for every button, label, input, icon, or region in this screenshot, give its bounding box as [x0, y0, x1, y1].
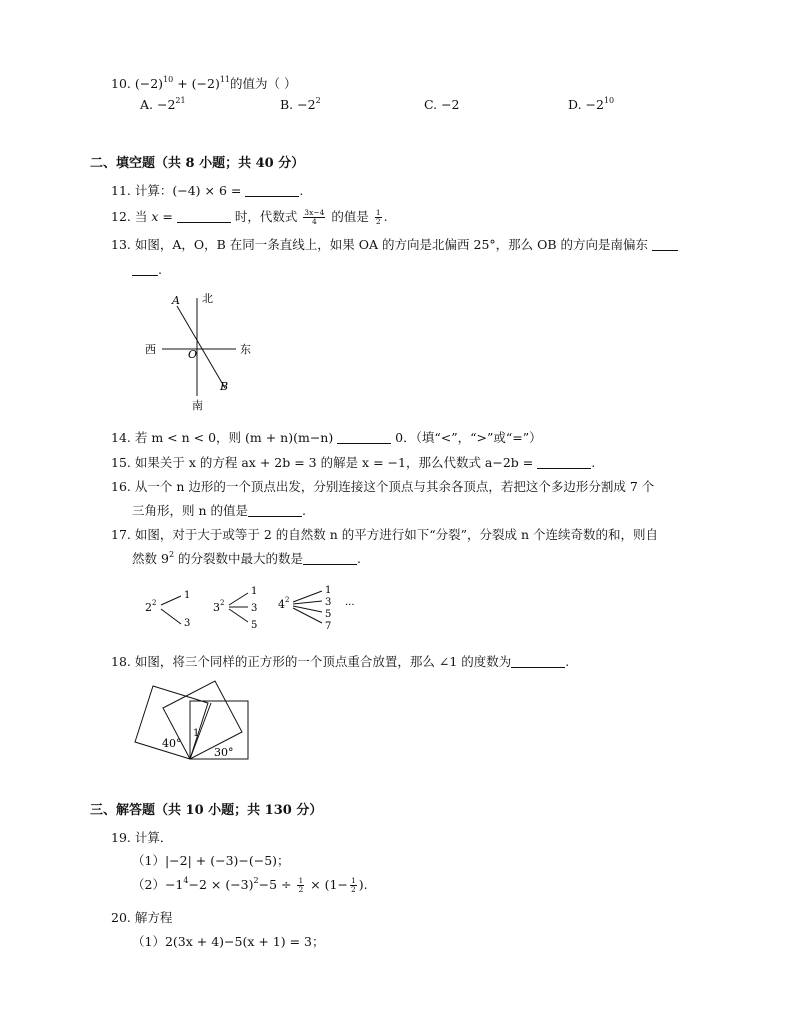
- split-line: [293, 608, 322, 623]
- question-text: 计算．: [134, 830, 173, 845]
- exp: 2: [220, 599, 225, 607]
- question-19-part1: （1）|−2| + (−3)−(−5)；: [132, 853, 290, 868]
- answer-blank[interactable]: [132, 263, 158, 276]
- base: 2: [145, 601, 152, 614]
- question-text: 如图，将三个同样的正方形的一个顶点重合放置，那么 ∠1 的度数为: [134, 654, 512, 669]
- odd-number: 3: [184, 618, 191, 629]
- exp: 2: [285, 596, 290, 604]
- text: 的值是: [327, 209, 373, 224]
- exp: 2: [152, 599, 157, 607]
- question-17-line2: [132, 551, 361, 567]
- label-east: 东: [240, 343, 251, 356]
- split-line: [161, 596, 181, 605]
- question-number: 14.: [111, 430, 131, 445]
- denominator: 2: [350, 885, 356, 894]
- fraction: [350, 877, 357, 894]
- group-3: [213, 586, 257, 631]
- period: .: [591, 455, 596, 470]
- question-13-line2: [132, 262, 162, 278]
- question-20: [111, 910, 172, 926]
- text: （2）−1: [132, 877, 184, 892]
- question-number: 11.: [111, 183, 131, 198]
- period: .: [302, 503, 306, 518]
- period: .: [357, 551, 361, 566]
- exponent: 2: [168, 550, 175, 559]
- question-15: [111, 455, 595, 471]
- question-number: 15.: [111, 455, 131, 470]
- question-16: [111, 479, 654, 495]
- split-line: [293, 591, 322, 602]
- answer-blank[interactable]: [248, 504, 302, 517]
- question-number: 12.: [111, 209, 131, 224]
- question-number: 18.: [111, 654, 131, 669]
- text: 的分裂数中最大的数是: [174, 551, 304, 566]
- text: 当: [134, 209, 152, 224]
- odd-number: 5: [325, 609, 332, 620]
- numerator: 3x−4: [304, 208, 325, 217]
- compass-figure: [140, 288, 260, 413]
- variable: x: [151, 209, 159, 224]
- period: .: [158, 262, 162, 277]
- group-4: [278, 585, 331, 632]
- question-13: [111, 237, 678, 253]
- odd-number: 7: [325, 621, 332, 632]
- denominator: 4: [311, 217, 317, 226]
- expr-a: (−2): [134, 76, 164, 91]
- text: 然数 9: [132, 551, 169, 566]
- odd-number: 3: [251, 603, 258, 614]
- option-label: C.: [424, 97, 442, 112]
- option-label: D.: [568, 97, 586, 112]
- question-text: 三角形，则 n 的值是: [132, 503, 248, 518]
- question-16-line2: [132, 503, 306, 519]
- question-18: [111, 654, 569, 670]
- question-text: 计算：(−4) × 6 =: [134, 183, 246, 198]
- question-number: 20.: [111, 910, 131, 925]
- option-label: B.: [280, 97, 298, 112]
- option-exp: 21: [175, 96, 186, 105]
- split-line: [229, 593, 248, 605]
- section-3-title: 三、解答题（共 10 小题；共 130 分）: [90, 803, 323, 818]
- odd-number: 3: [325, 597, 332, 608]
- question-11: [111, 183, 303, 199]
- question-14: [111, 430, 542, 446]
- text: ×: [306, 877, 325, 892]
- question-text: 若 m < n < 0，则 (m + n)(m−n): [134, 430, 338, 445]
- question-number: 19.: [111, 830, 131, 845]
- question-19: [111, 830, 172, 846]
- option-b: [280, 97, 321, 113]
- question-number: 17.: [111, 527, 131, 542]
- question-number: 10.: [111, 76, 131, 91]
- odd-number: 1: [325, 585, 332, 596]
- angle-1: 1: [193, 728, 200, 739]
- fraction: [303, 209, 325, 226]
- label-south: 南: [192, 399, 203, 412]
- odd-number: 5: [251, 620, 258, 631]
- label-north: 北: [202, 292, 213, 305]
- numerator: 1: [298, 876, 304, 885]
- question-text: 如图，对于大于或等于 2 的自然数 n 的平方进行如下“分裂”，分裂成 n 个连续奇数的和，则自: [134, 527, 659, 542]
- period: .: [299, 183, 304, 198]
- question-text: 解方程: [134, 910, 173, 925]
- question-number: 16.: [111, 479, 131, 494]
- question-text: 从一个 n 边形的一个顶点出发，分别连接这个顶点与其余各顶点，若把这个多边形分割成 7 个: [134, 479, 655, 494]
- odd-number: 1: [251, 586, 258, 597]
- section-2-title: 二、填空题（共 8 小题；共 40 分）: [90, 156, 305, 171]
- exponent: 4: [183, 876, 189, 885]
- answer-blank[interactable]: [177, 210, 231, 223]
- text: (1−: [324, 877, 348, 892]
- text: 时，代数式: [230, 209, 302, 224]
- label-a: A: [172, 294, 180, 307]
- answer-blank[interactable]: [245, 184, 299, 197]
- text: =: [158, 209, 177, 224]
- split-line: [229, 609, 248, 622]
- question-10: [111, 76, 297, 92]
- period: .: [383, 209, 388, 224]
- option-base: −2: [156, 97, 176, 112]
- question-number: 13.: [111, 237, 131, 252]
- angle-30: 30°: [214, 746, 234, 759]
- split-line: [293, 601, 322, 604]
- split-line: [293, 606, 322, 612]
- exponent: 2: [253, 876, 259, 885]
- group-2: [145, 590, 190, 629]
- expr-b: (−2): [191, 76, 220, 91]
- option-base: −2: [441, 97, 460, 112]
- denominator: 2: [375, 217, 381, 226]
- split-line: [161, 609, 181, 624]
- numerator: 1: [375, 208, 381, 217]
- label-o: O: [188, 348, 198, 361]
- option-d: [568, 97, 614, 113]
- question-17: [111, 527, 658, 543]
- answer-blank[interactable]: [303, 552, 357, 565]
- question-text: 0．（填“<”，“>”或“=”）: [391, 430, 542, 445]
- question-20-part1: （1）2(3x + 4)−5(x + 1) = 3；: [132, 934, 325, 949]
- option-base: −2: [297, 97, 316, 112]
- question-text: 如图，A，O，B 在同一条直线上，如果 OA 的方向是北偏西 25°，那么 OB 的方向是南偏东: [134, 237, 649, 252]
- squares-figure: [130, 676, 260, 766]
- option-c: [424, 97, 460, 113]
- option-a: [140, 97, 186, 113]
- label-west: 西: [145, 343, 156, 356]
- exponent: 11: [219, 75, 231, 84]
- fraction: [375, 209, 382, 226]
- ellipsis: ···: [345, 600, 355, 611]
- denominator: 2: [298, 885, 304, 894]
- option-exp: 2: [315, 96, 321, 105]
- option-exp: 10: [603, 96, 615, 105]
- label-b: B: [220, 380, 229, 393]
- odd-number: 1: [184, 590, 191, 601]
- exponent: 10: [163, 75, 174, 84]
- line-ab: [177, 306, 225, 388]
- base: 3: [213, 601, 220, 614]
- plus: +: [173, 76, 192, 91]
- base: 4: [278, 598, 285, 611]
- text: −2 × (−3): [188, 877, 254, 892]
- option-label: A.: [140, 97, 157, 112]
- text: ).: [358, 877, 368, 892]
- question-text: 如果关于 x 的方程 ax + 2b = 3 的解是 x = −1，那么代数式 a−2b =: [134, 455, 538, 470]
- angle-40: 40°: [162, 737, 182, 750]
- numerator: 1: [350, 876, 356, 885]
- odd-split-figure: [140, 580, 370, 635]
- answer-blank[interactable]: [511, 655, 565, 668]
- option-base: −2: [585, 97, 604, 112]
- answer-blank[interactable]: [537, 456, 591, 469]
- question-19-part2: [132, 877, 368, 894]
- fraction: [297, 877, 304, 894]
- question-12: [111, 209, 388, 226]
- period: .: [565, 654, 570, 669]
- answer-blank[interactable]: [652, 238, 678, 251]
- question-text: 的值为（ ）: [230, 76, 297, 91]
- text: −5 ÷: [258, 877, 296, 892]
- answer-blank[interactable]: [337, 431, 391, 444]
